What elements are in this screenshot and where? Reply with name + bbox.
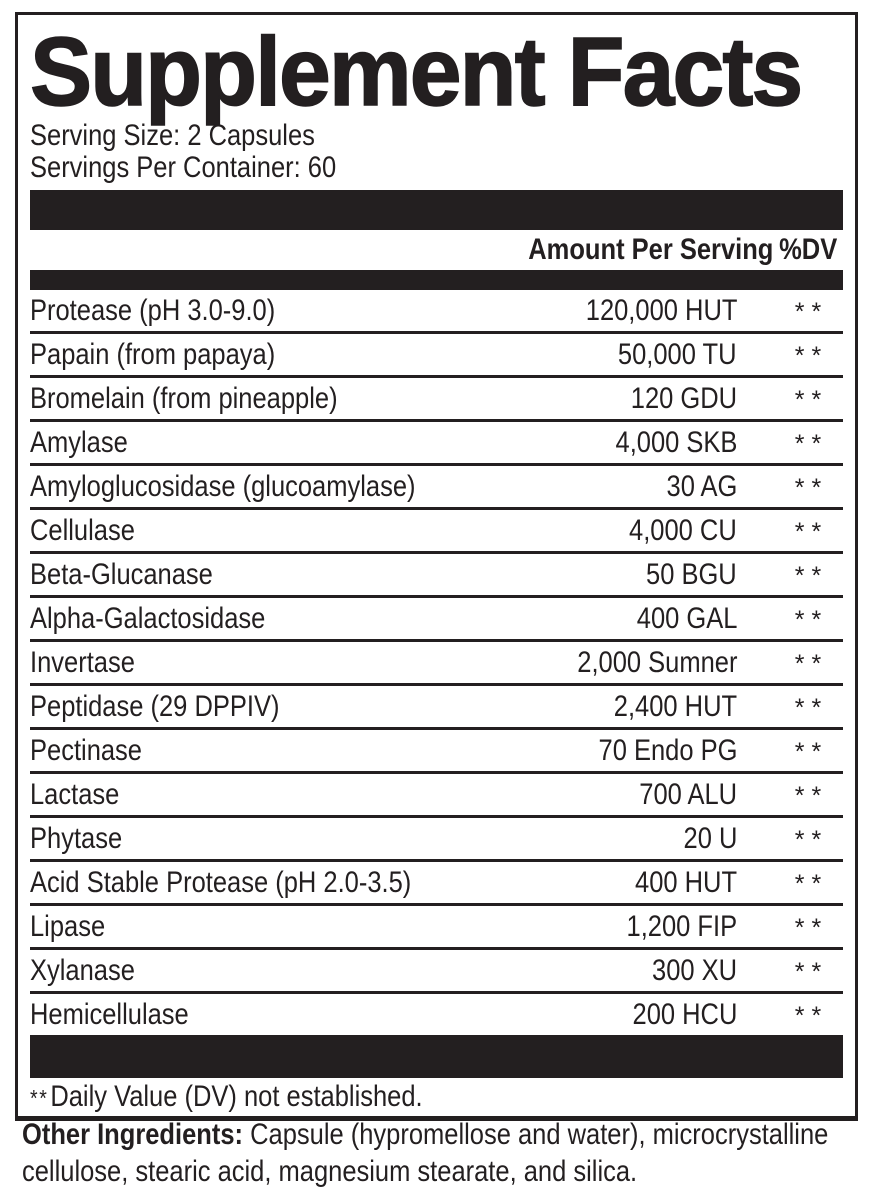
dv-value: ** — [794, 561, 829, 590]
ingredient-name: Acid Stable Protease (pH 2.0-3.5) — [30, 865, 412, 899]
ingredient-name: Alpha-Galactosidase — [30, 601, 266, 635]
serving-size: Serving Size: 2 Capsules — [30, 119, 315, 153]
ingredient-amount: 400 HUT — [634, 865, 737, 899]
table-row — [30, 862, 843, 906]
table-row — [30, 466, 843, 510]
dv-value: ** — [794, 825, 829, 854]
table-row — [30, 554, 843, 598]
footnote-text: Daily Value (DV) not established. — [50, 1080, 423, 1114]
ingredient-amount: 50,000 TU — [618, 337, 737, 371]
thick-divider-bar-bottom — [30, 1035, 843, 1078]
dv-value: ** — [794, 517, 829, 546]
ingredient-amount: 50 BGU — [646, 557, 737, 591]
column-header-row — [30, 230, 843, 270]
dv-value: ** — [794, 297, 829, 326]
dv-value: ** — [794, 869, 829, 898]
ingredient-amount: 700 ALU — [639, 777, 737, 811]
ingredient-name: Peptidase (29 DPPIV) — [30, 689, 280, 723]
ingredient-name: Bromelain (from pineapple) — [30, 381, 338, 415]
other-ingredients-text: Capsule (hypromellose and water), microcrystalline cellulose, stearic acid, magnesium stearate, and silica. — [22, 1118, 829, 1188]
facts-rows — [30, 290, 843, 1035]
ingredient-amount: 4,000 CU — [629, 513, 737, 547]
dv-value: ** — [794, 957, 829, 986]
table-row — [30, 510, 843, 554]
ingredient-name: Xylanase — [30, 953, 135, 987]
ingredient-amount: 2,000 Sumner — [576, 645, 737, 679]
table-row — [30, 334, 843, 378]
table-row — [30, 378, 843, 422]
amount-per-serving-header: Amount Per Serving — [527, 233, 773, 267]
other-ingredients — [22, 1116, 858, 1190]
panel-title — [30, 17, 843, 126]
table-row — [30, 686, 843, 730]
dv-header: %DV — [778, 233, 838, 267]
table-row — [30, 290, 843, 334]
dv-value: ** — [794, 649, 829, 678]
ingredient-amount: 300 XU — [651, 953, 737, 987]
dv-value: ** — [794, 913, 829, 942]
ingredient-name: Cellulase — [30, 513, 135, 547]
dv-value: ** — [794, 341, 829, 370]
dv-value: ** — [794, 385, 829, 414]
ingredient-name: Beta-Glucanase — [30, 557, 213, 591]
ingredient-amount: 4,000 SKB — [615, 425, 737, 459]
table-row — [30, 642, 843, 686]
supplement-facts-panel — [15, 12, 858, 1121]
dv-value: ** — [794, 781, 829, 810]
footnote-asterisks: ** — [30, 1085, 49, 1112]
table-row — [30, 906, 843, 950]
ingredient-name: Protease (pH 3.0-9.0) — [30, 293, 276, 327]
dv-value: ** — [794, 429, 829, 458]
ingredient-name: Lipase — [30, 909, 106, 943]
ingredient-name: Papain (from papaya) — [30, 337, 276, 371]
ingredient-name: Pectinase — [30, 733, 142, 767]
ingredient-amount: 1,200 FIP — [626, 909, 737, 943]
ingredient-amount: 20 U — [683, 821, 737, 855]
dv-footnote — [30, 1078, 843, 1116]
ingredient-name: Lactase — [30, 777, 120, 811]
panel-title-text: Supplement Facts — [30, 17, 802, 126]
ingredient-name: Invertase — [30, 645, 135, 679]
ingredient-amount: 30 AG — [666, 469, 737, 503]
dv-value: ** — [794, 693, 829, 722]
mid-divider-bar — [30, 270, 843, 290]
ingredient-amount: 70 Endo PG — [598, 733, 737, 767]
dv-value: ** — [794, 473, 829, 502]
ingredient-name: Amyloglucosidase (glucoamylase) — [30, 469, 416, 503]
table-row — [30, 950, 843, 994]
table-row — [30, 730, 843, 774]
table-row — [30, 994, 843, 1035]
thick-divider-bar-top — [30, 190, 843, 230]
table-row — [30, 774, 843, 818]
ingredient-amount: 400 GAL — [636, 601, 737, 635]
ingredient-amount: 200 HCU — [632, 997, 737, 1031]
ingredient-amount: 120,000 HUT — [585, 293, 737, 327]
ingredient-amount: 2,400 HUT — [613, 689, 737, 723]
table-row — [30, 422, 843, 466]
servings-per-container: Servings Per Container: 60 — [30, 151, 337, 185]
ingredient-name: Hemicellulase — [30, 997, 189, 1031]
ingredient-name: Phytase — [30, 821, 123, 855]
table-row — [30, 818, 843, 862]
dv-value: ** — [794, 1001, 829, 1030]
ingredient-name: Amylase — [30, 425, 128, 459]
other-ingredients-label: Other Ingredients: — [22, 1118, 244, 1151]
dv-value: ** — [794, 605, 829, 634]
dv-value: ** — [794, 737, 829, 766]
table-row — [30, 598, 843, 642]
ingredient-amount: 120 GDU — [630, 381, 737, 415]
